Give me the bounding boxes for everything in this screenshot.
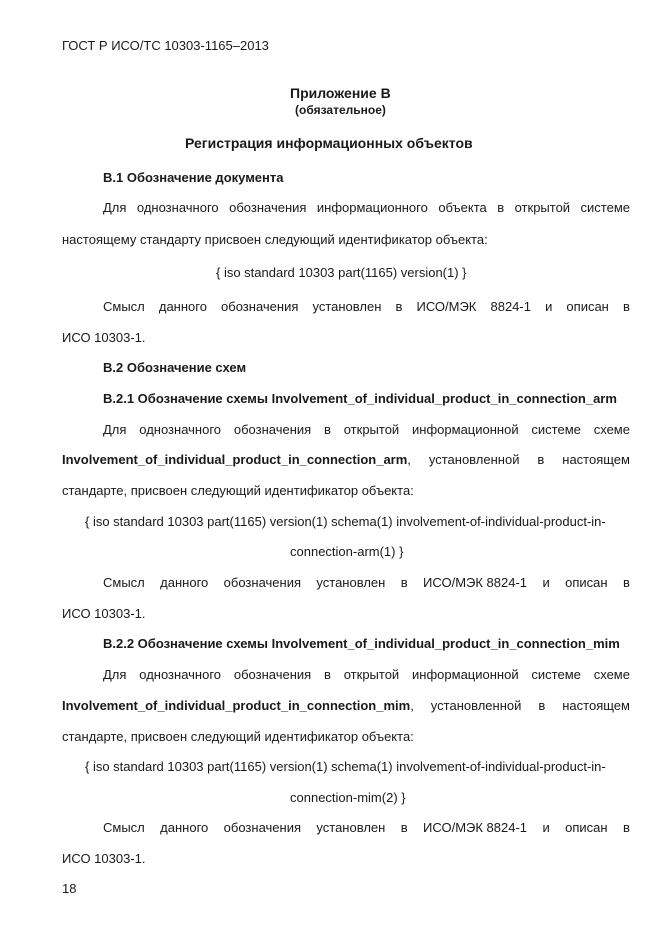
section-b21-heading: В.2.1 Обозначение схемы Involvement_of_individual_product_in_connection_arm (103, 391, 617, 406)
b21-paragraph1-line1: Для однозначного обозначения в открытой информационной системе схеме (103, 422, 630, 437)
section-b1-heading: В.1 Обозначение документа (103, 170, 284, 185)
b22-paragraph2-line1: Смысл данного обозначения установлен в ИСО/МЭК 8824-1 и описан в (103, 820, 630, 835)
b22-paragraph1-line2: Involvement_of_individual_product_in_connection_mim, установленной в настоящем (62, 698, 630, 713)
b1-paragraph2-line1: Смысл данного обозначения установлен в ИСО/МЭК 8824-1 и описан в (103, 299, 630, 314)
b21-identifier-line2: connection-arm(1) } (290, 544, 404, 559)
b21-paragraph2-line1: Смысл данного обозначения установлен в ИСО/МЭК 8824-1 и описан в (103, 575, 630, 590)
b21-paragraph2-line2: ИСО 10303-1. (62, 606, 146, 621)
annex-heading: Регистрация информационных объектов (185, 135, 473, 151)
document-code: ГОСТ Р ИСО/ТС 10303-1165–2013 (62, 38, 269, 53)
section-b22-heading: В.2.2 Обозначение схемы Involvement_of_individual_product_in_connection_mim (103, 636, 620, 651)
b21-paragraph1-line3: стандарте, присвоен следующий идентификатор объекта: (62, 483, 414, 498)
b22-paragraph1-line1: Для однозначного обозначения в открытой информационной системе схеме (103, 667, 630, 682)
b21-identifier-line1: { iso standard 10303 part(1165) version(1) schema(1) involvement-of-individual-product-in- (85, 514, 606, 529)
b21-paragraph1-line2: Involvement_of_individual_product_in_connection_arm, установленной в настоящем (62, 452, 630, 467)
b22-identifier-line1: { iso standard 10303 part(1165) version(1) schema(1) involvement-of-individual-product-in- (85, 759, 606, 774)
b1-paragraph1-line1: Для однозначного обозначения информационного объекта в открытой системе (103, 200, 630, 215)
section-b2-heading: В.2 Обозначение схем (103, 360, 247, 375)
b22-paragraph1-line3: стандарте, присвоен следующий идентификатор объекта: (62, 729, 414, 744)
schema-name-arm: Involvement_of_individual_product_in_connection_arm (62, 452, 408, 467)
b1-identifier: { iso standard 10303 part(1165) version(1) } (216, 265, 467, 280)
page-number: 18 (62, 881, 77, 896)
b1-paragraph1-line2: настоящему стандарту присвоен следующий идентификатор объекта: (62, 232, 488, 247)
schema-name-mim: Involvement_of_individual_product_in_connection_mim (62, 698, 411, 713)
b1-paragraph2-line2: ИСО 10303-1. (62, 330, 146, 345)
annex-title: Приложение В (290, 85, 391, 101)
b22-identifier-line2: connection-mim(2) } (290, 790, 406, 805)
b22-paragraph2-line2: ИСО 10303-1. (62, 851, 146, 866)
annex-status: (обязательное) (295, 103, 386, 117)
